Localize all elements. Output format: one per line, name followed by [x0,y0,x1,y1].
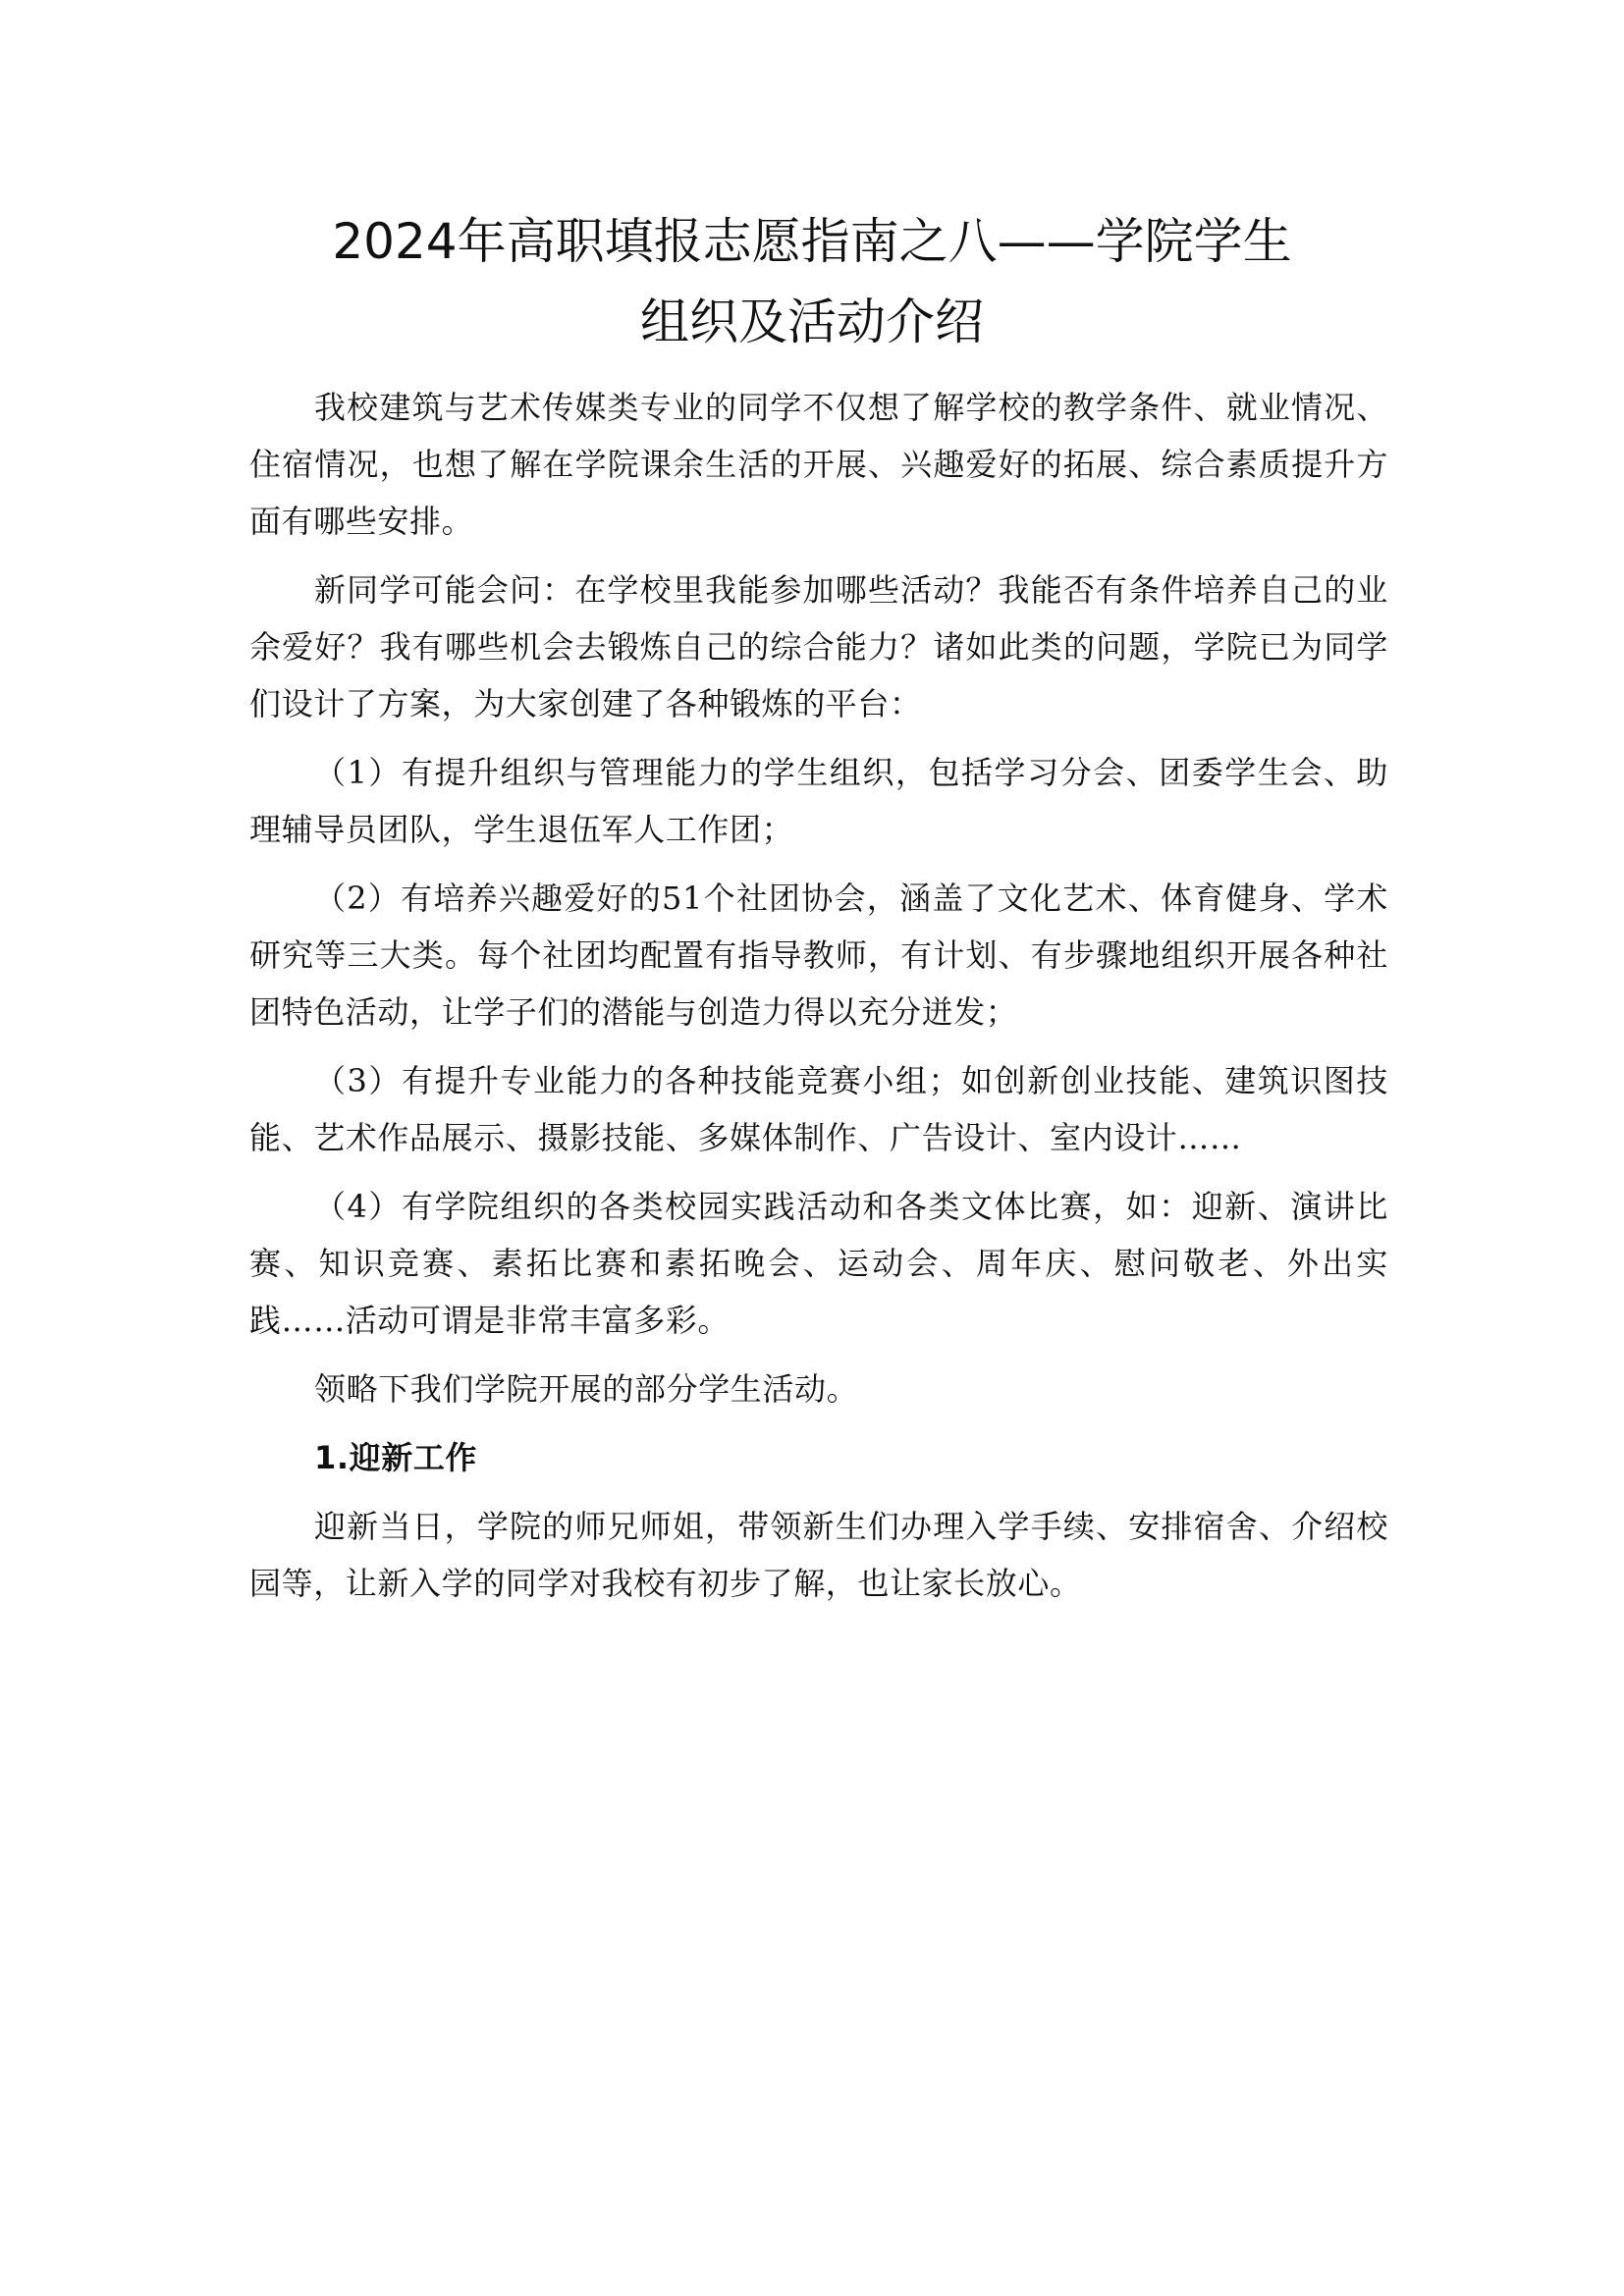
list-item-2: （2）有培养兴趣爱好的51个社团协会，涵盖了文化艺术、体育健身、学术研究等三大类。每个社团均配置有指导教师，有计划、有步骤地组织开展各种社团特色活动，让学子们的潜能与创造力得以充分迸发； [249,880,1388,1031]
list-item-3: （3）有提升专业能力的各种技能竞赛小组；如创新创业技能、建筑识图技能、艺术作品展示、摄影技能、多媒体制作、广告设计、室内设计…… [249,1062,1388,1156]
transition-paragraph: 领略下我们学院开展的部分学生活动。 [314,1370,859,1408]
questions-paragraph: 新同学可能会问：在学校里我能参加哪些活动？我能否有条件培养自己的业余爱好？我有哪些机会去锻炼自己的综合能力？诸如此类的问题，学院已为同学们设计了方案，为大家创建了各种锻炼的平台： [249,571,1388,722]
document-title-line1: 2024年高职填报志愿指南之八——学院学生 [332,213,1292,270]
section-heading: 1.迎新工作 [314,1439,478,1476]
document-title-line2: 组织及活动介绍 [640,294,984,350]
section-paragraph: 迎新当日，学院的师兄师姐，带领新生们办理入学手续、安排宿舍、介绍校园等，让新入学的同学对我校有初步了解，也让家长放心。 [249,1508,1388,1602]
document-body [249,379,1388,1624]
list-item-4: （4）有学院组织的各类校园实践活动和各类文体比赛，如：迎新、演讲比赛、知识竞赛、素拓比赛和素拓晚会、运动会、周年庆、慰问敬老、外出实践……活动可谓是非常丰富多彩。 [249,1188,1388,1339]
intro-paragraph: 我校建筑与艺术传媒类专业的同学不仅想了解学校的教学条件、就业情况、住宿情况，也想了解在学院课余生活的开展、兴趣爱好的拓展、综合素质提升方面有哪些安排。 [249,389,1388,540]
list-item-1: （1）有提升组织与管理能力的学生组织，包括学习分会、团委学生会、助理辅导员团队，学生退伍军人工作团； [249,754,1388,848]
